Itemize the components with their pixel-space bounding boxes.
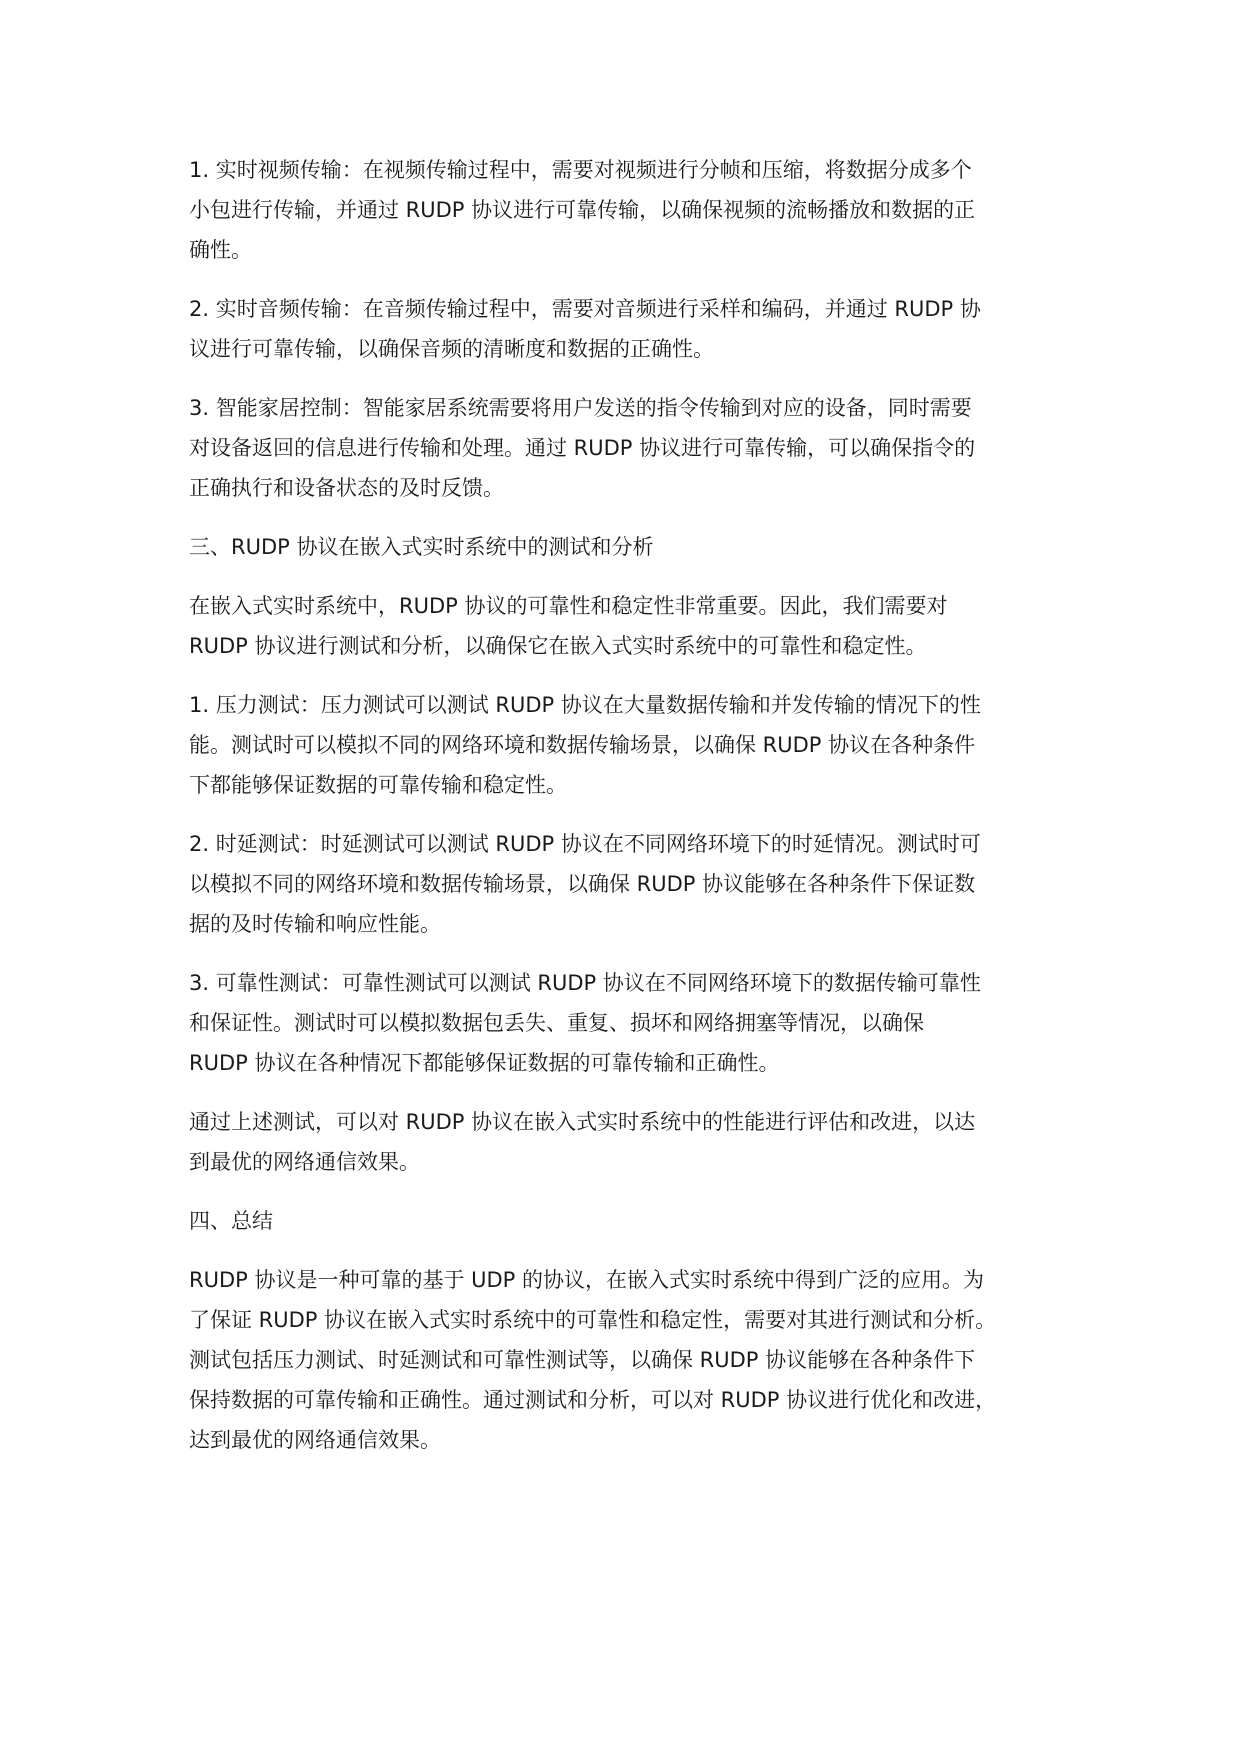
- heading-text: 四、总结: [189, 1209, 273, 1233]
- list-item-realtime-video: [189, 150, 1089, 270]
- text-line: RUDP 协议进行测试和分析，以确保它在嵌入式实时系统中的可靠性和稳定性。: [189, 634, 927, 658]
- text-line: 1. 实时视频传输：在视频传输过程中，需要对视频进行分帧和压缩，将数据分成多个: [189, 158, 972, 182]
- text-line: 在嵌入式实时系统中，RUDP 协议的可靠性和稳定性非常重要。因此，我们需要对: [189, 594, 948, 618]
- text-line: 保持数据的可靠传输和正确性。通过测试和分析，可以对 RUDP 协议进行优化和改进，: [189, 1388, 997, 1412]
- paragraph-testing-intro: [189, 586, 1089, 666]
- text-line: RUDP 协议是一种可靠的基于 UDP 的协议，在嵌入式实时系统中得到广泛的应用。为: [189, 1268, 985, 1292]
- text-line: 小包进行传输，并通过 RUDP 协议进行可靠传输，以确保视频的流畅播放和数据的正: [189, 198, 976, 222]
- text-line: 通过上述测试，可以对 RUDP 协议在嵌入式实时系统中的性能进行评估和改进，以达: [189, 1110, 976, 1134]
- text-line: 能。测试时可以模拟不同的网络环境和数据传输场景，以确保 RUDP 协议在各种条件: [189, 733, 976, 757]
- list-item-realtime-audio: [189, 289, 1089, 369]
- text-line: 2. 实时音频传输：在音频传输过程中，需要对音频进行采样和编码，并通过 RUDP 协: [189, 297, 981, 321]
- text-line: 以模拟不同的网络环境和数据传输场景，以确保 RUDP 协议能够在各种条件下保证数: [189, 872, 976, 896]
- text-line: 确性。: [189, 238, 252, 262]
- text-line: 到最优的网络通信效果。: [189, 1150, 420, 1174]
- text-line: 和保证性。测试时可以模拟数据包丢失、重复、损坏和网络拥塞等情况，以确保: [189, 1011, 924, 1035]
- paragraph-summary: [189, 1260, 1089, 1460]
- text-line: 对设备返回的信息进行传输和处理。通过 RUDP 协议进行可靠传输，可以确保指令的: [189, 436, 976, 460]
- text-line: 据的及时传输和响应性能。: [189, 912, 441, 936]
- text-line: 1. 压力测试：压力测试可以测试 RUDP 协议在大量数据传输和并发传输的情况下的性: [189, 693, 981, 717]
- list-item-latency-test: [189, 824, 1089, 944]
- paragraph-testing-conclusion: [189, 1102, 1089, 1182]
- text-line: 达到最优的网络通信效果。: [189, 1428, 441, 1452]
- text-line: 了保证 RUDP 协议在嵌入式实时系统中的可靠性和稳定性，需要对其进行测试和分析。: [189, 1308, 997, 1332]
- heading-text: 三、RUDP 协议在嵌入式实时系统中的测试和分析: [189, 535, 654, 559]
- text-line: RUDP 协议在各种情况下都能够保证数据的可靠传输和正确性。: [189, 1051, 780, 1075]
- document-body: [189, 150, 1089, 1479]
- section-heading-summary: [189, 1201, 1089, 1241]
- text-line: 2. 时延测试：时延测试可以测试 RUDP 协议在不同网络环境下的时延情况。测试时可: [189, 832, 981, 856]
- text-line: 正确执行和设备状态的及时反馈。: [189, 476, 504, 500]
- text-line: 议进行可靠传输，以确保音频的清晰度和数据的正确性。: [189, 337, 714, 361]
- list-item-stress-test: [189, 685, 1089, 805]
- list-item-smart-home: [189, 388, 1089, 508]
- text-line: 3. 智能家居控制：智能家居系统需要将用户发送的指令传输到对应的设备，同时需要: [189, 396, 972, 420]
- list-item-reliability-test: [189, 963, 1089, 1083]
- text-line: 3. 可靠性测试：可靠性测试可以测试 RUDP 协议在不同网络环境下的数据传输可靠性: [189, 971, 981, 995]
- section-heading-testing: [189, 527, 1089, 567]
- text-line: 下都能够保证数据的可靠传输和稳定性。: [189, 773, 567, 797]
- text-line: 测试包括压力测试、时延测试和可靠性测试等，以确保 RUDP 协议能够在各种条件下: [189, 1348, 976, 1372]
